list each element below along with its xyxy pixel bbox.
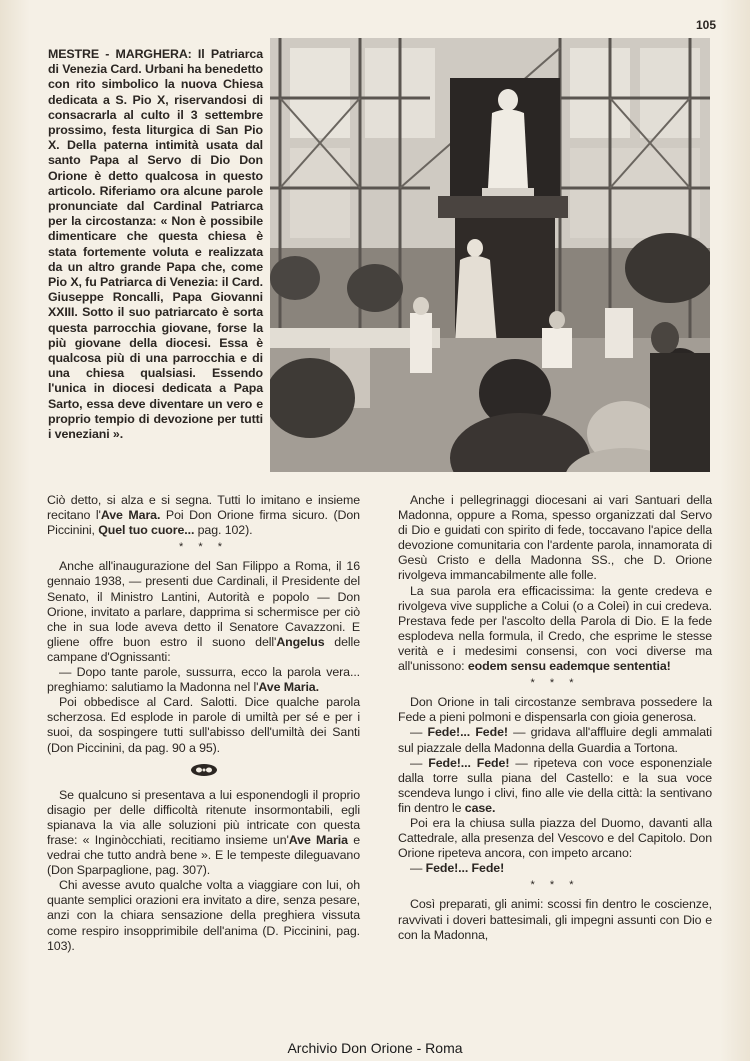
section-separator: * * * [530,879,580,892]
archive-footer: Archivio Don Orione - Roma [287,1040,463,1056]
intro-caption: MESTRE - MARGHERA: Il Patriarca di Venezia Card. Urbani ha benedetto con rito simbolico la nuova Chiesa dedicata a S. Pio X, riservandosi di consacrarla al culto il 3 settembre prossimo, festa liturgica di San Pio X. Della paterna intimità usata dal santo Papa al Servo di Dio Don Orione è detto qualcosa in questo articolo. Riferiamo ora alcune parole pronunciate dal Cardinal Patriarca per la circostanza: « Non è possibile dimenticare che questa chiesa è stata fortemente voluta e realizzata da un altro grande Papa che, come Pio X, fu Patriarca di Venezia: il Card. Giuseppe Roncalli, Papa Giovanni XXIII. Sotto il suo patriarcato è sorta questa parrocchia giovane, forse la più giovane della diocesi. Essa è qualcosa più di una parrocchia e di una chiesa qualsiasi. Essendo l'unica in diocesi dedicata a Papa Sarto, essa deve diventare un vero e proprio tempio di devozione per tutti i veneziani ». [48,47,263,442]
paragraph: — Fede!... Fede! [410,861,505,876]
church-ceremony-photo [270,38,710,472]
left-column [47,493,360,954]
paragraph: — Fede!... Fede! — gridava all'affluire degli ammalati sul piazzale della Madonna della Guardia a Tortona. [398,725,712,755]
paragraph: La sua parola era efficacissima: la gente credeva e rivolgeva vive suppliche a Colui (o a Colei) in cui credeva. Prestava fede per l'ascolto della Parola di Dio. E la fede esplodeva nella formula, il Credo, che esprime le stesse verità e i medesimi consensi, con voci diverse ma all'unissono: eodem sensu eademque sententia! [398,583,712,674]
paragraph: — Fede!... Fede! — ripeteva con voce esponenziale dalla torre sulla piana del Castello: e la sua voce scendeva lungo i clivi, fino alle vie della città: la sentivano fin dentro le case. [398,755,713,815]
paragraph: Se qualcuno si presentava a lui esponendogli il proprio disagio per delle difficoltà ritenute insormontabili, egli spianava la via alle soluzioni più intricate con questa frase: « Inginòcchiati, recitiamo insieme un'Ave Maria e vedrai che tutto andrà bene ». E le tempeste dileguavano (Don Sparpaglione, pag. 307). [47,787,361,878]
paragraph: Anche all'inaugurazione del San Filippo a Roma, il 16 gennaio 1938, — presenti due Cardinali, il Presidente del Senato, il Ministro Lantini, Autorità e popolo — Don Orione, invitato a parlare, dapprima si schermisce per ciò che in sua lode aveva detto il Senatore Cavazzoni. E gliene offre buon estro il suono dell'Angelus delle campane d'Ognissanti: [47,559,360,664]
paragraph: Poi era la chiusa sulla piazza del Duomo, davanti alla Cattedrale, alla presenza del Vescovo e del Capitolo. Don Orione ripeteva ancora, con impeto arcano: [398,815,712,861]
paragraph: Anche i pellegrinaggi diocesani ai vari Santuari della Madonna, oppure a Roma, spesso organizzati dal Servo di Dio e guidati con spirito di fede, toccavano l'apice della devozione comunitaria con l'ardente parola, innamorata di Gesù Cristo e della Madonna SS., che D. Orione rivolgeva immancabilmente alle folle. [398,493,712,583]
ornament-icon [47,762,360,782]
flourish-icon [189,762,219,778]
paragraph: Chi avesse avuto qualche volta a viaggiare con lui, oh quante semplici orazioni era invitato a dire, senza pesare, anzi con la chiara sensazione della preghiera vissuta come respiro insopprimibile dell'anima (D. Piccinini, pag. 103). [47,878,360,953]
page-number: 105 [695,18,716,32]
paragraph: Ciò detto, si alza e si segna. Tutti lo imitano e insieme recitano l'Ave Mara. Poi Don Orione firma sicuro. (Don Piccinini, Quel tuo cuore... pag. 102). [47,493,360,538]
photo-illustration [270,38,710,472]
right-column [398,493,712,943]
paragraph: Poi obbedisce al Card. Salotti. Dice qualche parola scherzosa. Ed esplode in parole di umiltà per sé e per i suoi, da sospingere tutti sull'abisso dell'umiltà dei Santi (Don Piccinini, da pag. 90 a 95). [47,695,360,755]
paragraph: — Dopo tante parole, sussurra, ecco la parola vera... preghiamo: salutiamo la Madonna nel l'Ave Maria. [47,665,360,695]
paragraph: Così preparati, gli animi: scossi fin dentro le coscienze, ravvivati i doveri battesimali, gli impegni assunti con Dio e con la Madonna, [398,897,712,942]
section-separator: * * * [530,677,580,690]
section-separator: * * * [179,541,228,554]
paragraph: Don Orione in tali circostanze sembrava possedere la Fede a pieni polmoni e dispensarla con gioia generosa. [398,695,712,725]
